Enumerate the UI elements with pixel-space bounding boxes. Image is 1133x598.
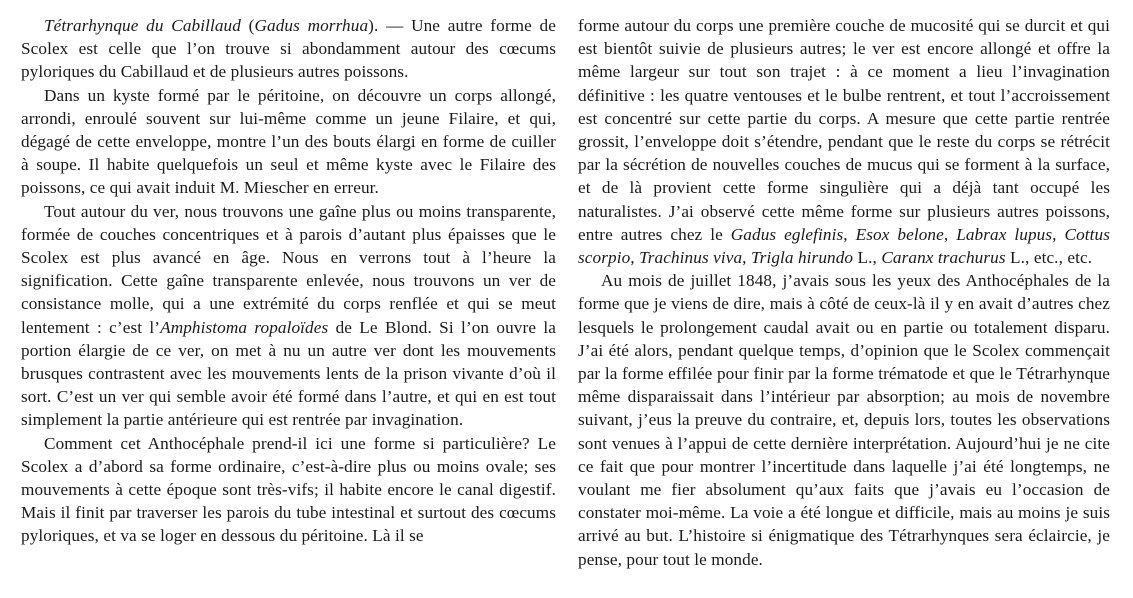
paragraph-tetrarhynque-intro [21,14,556,84]
paren-close: ). [368,16,379,35]
species-name: Gadus morrhua [254,16,369,35]
paragraph-text: forme autour du corps une première couche de mucosité qui se durcit et qui est bientôt suivie de plusieurs autres; le ver est encore allongé et offre la même largeur sur tout son trajet : à ce moment a lieu l’invagination définitive : les quatre ventouses et le bulbe rentrent, et tout l’accroissement est concentré sur cette partie du corps. A mesure que cette partie rentrée grossit, l’enveloppe doit s’étendre, pendant que le reste du corps se rétrécit par la sécrétion de nouvelles couches de mucus qui se forment à la surface, et de là provient cette forme singulière qui a déjà tant occupé les naturalistes. J’ai observé cette même forme sur plusieurs autres poissons, entre autres chez le [578,16,1110,244]
separator: , [630,248,640,268]
species-name: Trachinus viva [639,248,743,268]
species-name: Labrax lupus [956,224,1053,244]
right-column [578,14,1110,571]
document-page [0,14,1133,594]
paragraph-gaine [21,200,556,432]
species-name: Caranx trachurus [881,248,1006,268]
left-column [21,14,556,548]
paragraph-juillet-1848: Au mois de juillet 1848, j’avais sous les yeux des Anthocéphales de la forme que je viens de dire, mais à côté de ceux-là il y en avait d’autres chez lesquels le prolongement caudal avait ou en partie ou totalement disparu. J’ai été alors, pendant quelque temps, d’opinion que le Scolex commençait par la forme effilée pour finir par la forme trématode et que le Tétrarhynque même disparaissait dans l’intérieur par absorption; au mois de novembre suivant, j’eus la preuve du contraire, et, depuis lors, toutes les observations sont venues à l’appui de cette dernière interprétation. Aujourd’hui je ne cite ce fait que pour montrer l’incertitude dans laquelle j’ai été longtemps, ne voulant me fier absolument qu’aux faits que j’avais eu l’occasion de constater moi-même. La voie a été longue et difficile, mais au moins je suis arrivé au but. L’histoire si énigmatique des Tétrarhynques sera éclaircie, je pense, pour tout le monde. [578,271,1110,569]
separator: , [872,248,882,268]
separator: , [742,248,751,268]
paragraph-text: Tout autour du ver, nous trouvons une gaîne plus ou moins transparente, formée de couches concentriques et à parois d’autant plus épaisses que le Scolex est plus avancé en âge. Nous en verrons tout à l’heure la signification. Cette gaîne transparente enlevée, nous trouvons un ver de consistance molle, qui a une extrémité du corps renflée et qui se meut lentement : c’est l’ [21,201,556,337]
taxonomic-authority: L. [1005,248,1026,268]
paren-open: ( [240,16,255,35]
species-name: Esox belone [855,224,944,244]
paragraph-text: de Le Blond. Si l’on ouvre la portion élargie de ce ver, on met à nu un autre ver dont les mouvements brusques contrastent avec les mouvements lents de la prison vivante d’où il sort. C’est un ver qui semble avoir été formé dans l’autre, et qui en est tout simplement la partie antérieure qui est rentrée par invagination. [21,317,556,430]
paragraph-kyste: Dans un kyste formé par le péritoine, on découvre un corps allongé, arrondi, enroulé souvent sur lui-même comme un jeune Filaire, et qui, dégagé de cette enveloppe, montre l’un des bouts élargi en forme de cuiller à soupe. Il habite quelquefois un seul et même kyste avec le Filaire des poissons, ce qui avait induit M. Miescher en erreur. [21,85,556,198]
separator: , [943,224,957,244]
species-name: Cottus scorpio [578,224,1111,268]
paragraph-text: — Une autre forme de Scolex est celle que l’on trouve si abondamment autour des cœcums pyloriques du Cabillaud et de plusieurs autres poissons. [21,16,556,82]
species-name: Amphistoma ropaloïdes [160,317,329,337]
species-name: Gadus eglefinis [730,224,844,244]
paragraph-ending: , etc., etc. [1025,248,1093,268]
section-title: Tétrarhynque du Cabillaud [44,16,241,35]
taxonomic-authority: L. [853,248,873,268]
separator: , [843,224,856,244]
species-name: Trigla hirundo [750,248,854,268]
paragraph-continuation [578,14,1110,269]
paragraph-anthocephale: Comment cet Anthocéphale prend-il ici une forme si particulière? Le Scolex a d’abord sa forme ordinaire, c’est-à-dire plus ou moins ovale; ses mouvements à cette époque sont très-vifs; il habite encore le canal digestif. Mais il finit par traverser les parois du tube intestinal et surtout des cœcums pyloriques, et va se loger en dessous du péritoine. Là il se [21,433,556,546]
separator: , [1052,224,1065,244]
